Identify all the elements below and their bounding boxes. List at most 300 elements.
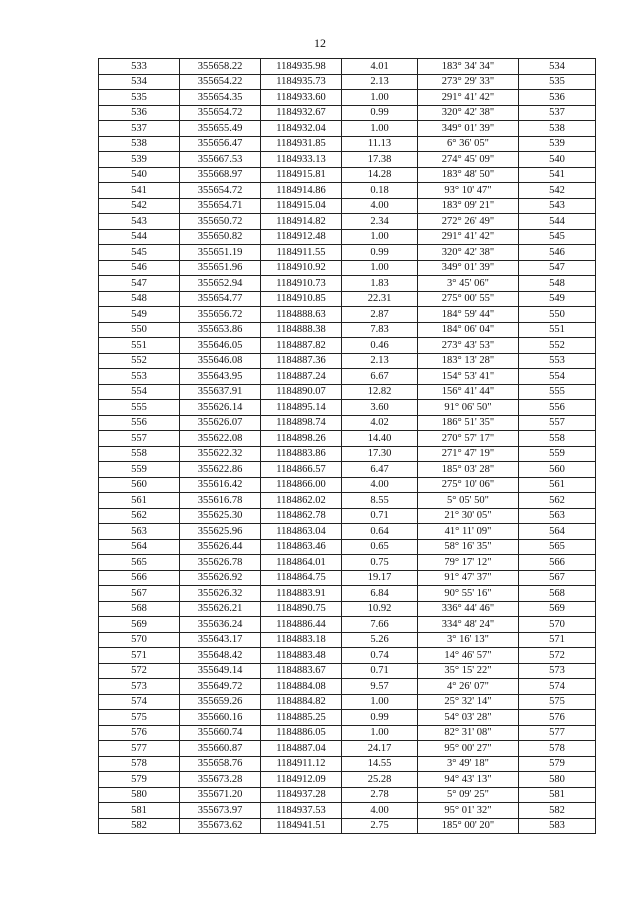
distance-cell: 14.28 — [342, 167, 418, 183]
distance-cell: 0.71 — [342, 508, 418, 524]
distance-cell: 2.34 — [342, 214, 418, 230]
x-coordinate-cell: 355660.87 — [180, 741, 261, 757]
point-from-cell: 566 — [99, 570, 180, 586]
distance-cell: 4.02 — [342, 415, 418, 431]
table-row — [99, 276, 596, 292]
y-coordinate-cell: 1184866.00 — [261, 477, 342, 493]
bearing-cell: 82° 31' 08" — [418, 725, 519, 741]
bearing-cell: 54° 03' 28" — [418, 710, 519, 726]
point-to-cell: 572 — [519, 648, 596, 664]
x-coordinate-cell: 355626.78 — [180, 555, 261, 571]
bearing-cell: 275° 10' 06" — [418, 477, 519, 493]
distance-cell: 7.66 — [342, 617, 418, 633]
point-to-cell: 573 — [519, 663, 596, 679]
point-to-cell: 562 — [519, 493, 596, 509]
y-coordinate-cell: 1184911.55 — [261, 245, 342, 261]
point-from-cell: 573 — [99, 679, 180, 695]
table-row — [99, 555, 596, 571]
bearing-cell: 14° 46' 57" — [418, 648, 519, 664]
point-from-cell: 535 — [99, 90, 180, 106]
point-to-cell: 555 — [519, 384, 596, 400]
x-coordinate-cell: 355646.08 — [180, 353, 261, 369]
page-number: 12 — [314, 36, 326, 50]
point-from-cell: 576 — [99, 725, 180, 741]
bearing-cell: 4° 26' 07" — [418, 679, 519, 695]
x-coordinate-cell: 355673.28 — [180, 772, 261, 788]
x-coordinate-cell: 355653.86 — [180, 322, 261, 338]
table-row — [99, 369, 596, 385]
distance-cell: 4.00 — [342, 198, 418, 214]
x-coordinate-cell: 355625.30 — [180, 508, 261, 524]
point-from-cell: 542 — [99, 198, 180, 214]
point-from-cell: 559 — [99, 462, 180, 478]
coordinates-table-body — [99, 59, 596, 834]
point-to-cell: 566 — [519, 555, 596, 571]
point-to-cell: 575 — [519, 694, 596, 710]
y-coordinate-cell: 1184933.60 — [261, 90, 342, 106]
point-to-cell: 547 — [519, 260, 596, 276]
point-to-cell: 538 — [519, 121, 596, 137]
distance-cell: 6.47 — [342, 462, 418, 478]
distance-cell: 0.99 — [342, 710, 418, 726]
point-to-cell: 574 — [519, 679, 596, 695]
x-coordinate-cell: 355659.26 — [180, 694, 261, 710]
point-to-cell: 534 — [519, 59, 596, 75]
y-coordinate-cell: 1184883.48 — [261, 648, 342, 664]
x-coordinate-cell: 355654.72 — [180, 183, 261, 199]
point-from-cell: 544 — [99, 229, 180, 245]
table-row — [99, 90, 596, 106]
distance-cell: 2.13 — [342, 353, 418, 369]
point-to-cell: 541 — [519, 167, 596, 183]
distance-cell: 0.64 — [342, 524, 418, 540]
distance-cell: 19.17 — [342, 570, 418, 586]
x-coordinate-cell: 355660.16 — [180, 710, 261, 726]
bearing-cell: 91° 06' 50" — [418, 400, 519, 416]
bearing-cell: 183° 09' 21" — [418, 198, 519, 214]
y-coordinate-cell: 1184863.04 — [261, 524, 342, 540]
bearing-cell: 349° 01' 39" — [418, 121, 519, 137]
x-coordinate-cell: 355658.22 — [180, 59, 261, 75]
bearing-cell: 93° 10' 47" — [418, 183, 519, 199]
distance-cell: 2.75 — [342, 818, 418, 834]
distance-cell: 5.26 — [342, 632, 418, 648]
x-coordinate-cell: 355652.94 — [180, 276, 261, 292]
table-row — [99, 291, 596, 307]
distance-cell: 1.00 — [342, 90, 418, 106]
table-row — [99, 539, 596, 555]
distance-cell: 6.67 — [342, 369, 418, 385]
table-row — [99, 632, 596, 648]
distance-cell: 0.99 — [342, 105, 418, 121]
table-row — [99, 198, 596, 214]
point-to-cell: 580 — [519, 772, 596, 788]
y-coordinate-cell: 1184941.51 — [261, 818, 342, 834]
y-coordinate-cell: 1184933.13 — [261, 152, 342, 168]
bearing-cell: 6° 36' 05" — [418, 136, 519, 152]
table-row — [99, 446, 596, 462]
x-coordinate-cell: 355660.74 — [180, 725, 261, 741]
x-coordinate-cell: 355626.14 — [180, 400, 261, 416]
point-from-cell: 570 — [99, 632, 180, 648]
point-to-cell: 559 — [519, 446, 596, 462]
point-to-cell: 548 — [519, 276, 596, 292]
point-from-cell: 537 — [99, 121, 180, 137]
distance-cell: 9.57 — [342, 679, 418, 695]
y-coordinate-cell: 1184935.73 — [261, 74, 342, 90]
distance-cell: 0.46 — [342, 338, 418, 354]
point-to-cell: 570 — [519, 617, 596, 633]
x-coordinate-cell: 355625.96 — [180, 524, 261, 540]
table-row — [99, 121, 596, 137]
table-row — [99, 136, 596, 152]
table-row — [99, 663, 596, 679]
bearing-cell: 185° 03' 28" — [418, 462, 519, 478]
point-from-cell: 552 — [99, 353, 180, 369]
x-coordinate-cell: 355649.14 — [180, 663, 261, 679]
point-from-cell: 569 — [99, 617, 180, 633]
y-coordinate-cell: 1184862.02 — [261, 493, 342, 509]
y-coordinate-cell: 1184895.14 — [261, 400, 342, 416]
point-from-cell: 541 — [99, 183, 180, 199]
x-coordinate-cell: 355616.78 — [180, 493, 261, 509]
table-row — [99, 601, 596, 617]
point-from-cell: 553 — [99, 369, 180, 385]
table-row — [99, 245, 596, 261]
x-coordinate-cell: 355671.20 — [180, 787, 261, 803]
point-from-cell: 533 — [99, 59, 180, 75]
point-from-cell: 571 — [99, 648, 180, 664]
point-to-cell: 553 — [519, 353, 596, 369]
bearing-cell: 183° 34' 34" — [418, 59, 519, 75]
table-row — [99, 322, 596, 338]
distance-cell: 10.92 — [342, 601, 418, 617]
bearing-cell: 94° 43' 13" — [418, 772, 519, 788]
point-from-cell: 551 — [99, 338, 180, 354]
x-coordinate-cell: 355673.62 — [180, 818, 261, 834]
bearing-cell: 90° 55' 16" — [418, 586, 519, 602]
point-from-cell: 548 — [99, 291, 180, 307]
distance-cell: 24.17 — [342, 741, 418, 757]
point-to-cell: 537 — [519, 105, 596, 121]
y-coordinate-cell: 1184884.82 — [261, 694, 342, 710]
y-coordinate-cell: 1184898.26 — [261, 431, 342, 447]
bearing-cell: 95° 00' 27" — [418, 741, 519, 757]
bearing-cell: 185° 00' 20" — [418, 818, 519, 834]
distance-cell: 11.13 — [342, 136, 418, 152]
point-to-cell: 581 — [519, 787, 596, 803]
point-to-cell: 576 — [519, 710, 596, 726]
x-coordinate-cell: 355656.72 — [180, 307, 261, 323]
x-coordinate-cell: 355654.22 — [180, 74, 261, 90]
x-coordinate-cell: 355654.77 — [180, 291, 261, 307]
bearing-cell: 291° 41' 42" — [418, 90, 519, 106]
y-coordinate-cell: 1184937.53 — [261, 803, 342, 819]
point-from-cell: 575 — [99, 710, 180, 726]
bearing-cell: 156° 41' 44" — [418, 384, 519, 400]
point-from-cell: 534 — [99, 74, 180, 90]
x-coordinate-cell: 355650.82 — [180, 229, 261, 245]
point-from-cell: 568 — [99, 601, 180, 617]
y-coordinate-cell: 1184915.04 — [261, 198, 342, 214]
point-to-cell: 567 — [519, 570, 596, 586]
bearing-cell: 3° 49' 18" — [418, 756, 519, 772]
y-coordinate-cell: 1184912.09 — [261, 772, 342, 788]
point-from-cell: 564 — [99, 539, 180, 555]
y-coordinate-cell: 1184863.46 — [261, 539, 342, 555]
x-coordinate-cell: 355636.24 — [180, 617, 261, 633]
point-from-cell: 554 — [99, 384, 180, 400]
table-row — [99, 648, 596, 664]
point-from-cell: 547 — [99, 276, 180, 292]
point-to-cell: 582 — [519, 803, 596, 819]
point-from-cell: 577 — [99, 741, 180, 757]
bearing-cell: 184° 06' 04" — [418, 322, 519, 338]
table-row — [99, 617, 596, 633]
point-to-cell: 564 — [519, 524, 596, 540]
point-to-cell: 583 — [519, 818, 596, 834]
bearing-cell: 291° 41' 42" — [418, 229, 519, 245]
point-from-cell: 582 — [99, 818, 180, 834]
y-coordinate-cell: 1184862.78 — [261, 508, 342, 524]
table-row — [99, 741, 596, 757]
y-coordinate-cell: 1184886.05 — [261, 725, 342, 741]
y-coordinate-cell: 1184890.75 — [261, 601, 342, 617]
table-row — [99, 694, 596, 710]
table-row — [99, 803, 596, 819]
table-row — [99, 462, 596, 478]
table-row — [99, 493, 596, 509]
table-row — [99, 772, 596, 788]
bearing-cell: 5° 05' 50" — [418, 493, 519, 509]
y-coordinate-cell: 1184910.92 — [261, 260, 342, 276]
bearing-cell: 186° 51' 35" — [418, 415, 519, 431]
point-from-cell: 555 — [99, 400, 180, 416]
y-coordinate-cell: 1184883.91 — [261, 586, 342, 602]
table-row — [99, 570, 596, 586]
point-from-cell: 538 — [99, 136, 180, 152]
point-from-cell: 556 — [99, 415, 180, 431]
point-from-cell: 562 — [99, 508, 180, 524]
bearing-cell: 3° 16' 13" — [418, 632, 519, 648]
point-from-cell: 560 — [99, 477, 180, 493]
y-coordinate-cell: 1184887.04 — [261, 741, 342, 757]
table-row — [99, 152, 596, 168]
table-row — [99, 400, 596, 416]
x-coordinate-cell: 355651.96 — [180, 260, 261, 276]
table-row — [99, 338, 596, 354]
point-to-cell: 551 — [519, 322, 596, 338]
x-coordinate-cell: 355654.71 — [180, 198, 261, 214]
distance-cell: 1.00 — [342, 229, 418, 245]
x-coordinate-cell: 355626.44 — [180, 539, 261, 555]
x-coordinate-cell: 355622.32 — [180, 446, 261, 462]
distance-cell: 17.38 — [342, 152, 418, 168]
x-coordinate-cell: 355637.91 — [180, 384, 261, 400]
coordinates-table — [98, 58, 596, 834]
table-row — [99, 353, 596, 369]
bearing-cell: 320° 42' 38" — [418, 105, 519, 121]
table-row — [99, 818, 596, 834]
y-coordinate-cell: 1184883.86 — [261, 446, 342, 462]
table-row — [99, 229, 596, 245]
distance-cell: 3.60 — [342, 400, 418, 416]
y-coordinate-cell: 1184912.48 — [261, 229, 342, 245]
distance-cell: 2.13 — [342, 74, 418, 90]
x-coordinate-cell: 355626.32 — [180, 586, 261, 602]
x-coordinate-cell: 355655.49 — [180, 121, 261, 137]
x-coordinate-cell: 355646.05 — [180, 338, 261, 354]
distance-cell: 4.01 — [342, 59, 418, 75]
bearing-cell: 271° 47' 19" — [418, 446, 519, 462]
x-coordinate-cell: 355626.21 — [180, 601, 261, 617]
point-from-cell: 540 — [99, 167, 180, 183]
point-from-cell: 565 — [99, 555, 180, 571]
x-coordinate-cell: 355654.35 — [180, 90, 261, 106]
x-coordinate-cell: 355616.42 — [180, 477, 261, 493]
y-coordinate-cell: 1184866.57 — [261, 462, 342, 478]
bearing-cell: 183° 13' 28" — [418, 353, 519, 369]
point-to-cell: 565 — [519, 539, 596, 555]
table-row — [99, 710, 596, 726]
point-to-cell: 546 — [519, 245, 596, 261]
bearing-cell: 272° 26' 49" — [418, 214, 519, 230]
point-to-cell: 552 — [519, 338, 596, 354]
bearing-cell: 273° 29' 33" — [418, 74, 519, 90]
point-to-cell: 542 — [519, 183, 596, 199]
x-coordinate-cell: 355648.42 — [180, 648, 261, 664]
distance-cell: 0.74 — [342, 648, 418, 664]
bearing-cell: 336° 44' 46" — [418, 601, 519, 617]
x-coordinate-cell: 355622.08 — [180, 431, 261, 447]
y-coordinate-cell: 1184932.67 — [261, 105, 342, 121]
table-row — [99, 787, 596, 803]
point-to-cell: 540 — [519, 152, 596, 168]
point-to-cell: 549 — [519, 291, 596, 307]
bearing-cell: 95° 01' 32" — [418, 803, 519, 819]
distance-cell: 2.87 — [342, 307, 418, 323]
point-from-cell: 561 — [99, 493, 180, 509]
y-coordinate-cell: 1184864.01 — [261, 555, 342, 571]
bearing-cell: 270° 57' 17" — [418, 431, 519, 447]
table-row — [99, 477, 596, 493]
point-to-cell: 557 — [519, 415, 596, 431]
point-to-cell: 563 — [519, 508, 596, 524]
point-to-cell: 578 — [519, 741, 596, 757]
table-row — [99, 679, 596, 695]
distance-cell: 1.83 — [342, 276, 418, 292]
table-row — [99, 431, 596, 447]
bearing-cell: 334° 48' 24" — [418, 617, 519, 633]
x-coordinate-cell: 355658.76 — [180, 756, 261, 772]
point-to-cell: 543 — [519, 198, 596, 214]
table-row — [99, 508, 596, 524]
table-row — [99, 384, 596, 400]
distance-cell: 0.99 — [342, 245, 418, 261]
point-to-cell: 577 — [519, 725, 596, 741]
x-coordinate-cell: 355626.07 — [180, 415, 261, 431]
x-coordinate-cell: 355622.86 — [180, 462, 261, 478]
x-coordinate-cell: 355650.72 — [180, 214, 261, 230]
y-coordinate-cell: 1184898.74 — [261, 415, 342, 431]
y-coordinate-cell: 1184886.44 — [261, 617, 342, 633]
distance-cell: 6.84 — [342, 586, 418, 602]
bearing-cell: 320° 42' 38" — [418, 245, 519, 261]
point-from-cell: 572 — [99, 663, 180, 679]
y-coordinate-cell: 1184932.04 — [261, 121, 342, 137]
y-coordinate-cell: 1184888.38 — [261, 322, 342, 338]
point-from-cell: 558 — [99, 446, 180, 462]
point-from-cell: 536 — [99, 105, 180, 121]
point-to-cell: 561 — [519, 477, 596, 493]
distance-cell: 14.40 — [342, 431, 418, 447]
x-coordinate-cell: 355643.17 — [180, 632, 261, 648]
distance-cell: 12.82 — [342, 384, 418, 400]
distance-cell: 8.55 — [342, 493, 418, 509]
y-coordinate-cell: 1184883.18 — [261, 632, 342, 648]
point-to-cell: 571 — [519, 632, 596, 648]
y-coordinate-cell: 1184931.85 — [261, 136, 342, 152]
point-to-cell: 568 — [519, 586, 596, 602]
x-coordinate-cell: 355667.53 — [180, 152, 261, 168]
bearing-cell: 35° 15' 22" — [418, 663, 519, 679]
point-to-cell: 579 — [519, 756, 596, 772]
x-coordinate-cell: 355626.92 — [180, 570, 261, 586]
distance-cell: 17.30 — [342, 446, 418, 462]
distance-cell: 25.28 — [342, 772, 418, 788]
point-from-cell: 580 — [99, 787, 180, 803]
bearing-cell: 3° 45' 06" — [418, 276, 519, 292]
distance-cell: 22.31 — [342, 291, 418, 307]
bearing-cell: 183° 48' 50" — [418, 167, 519, 183]
table-row — [99, 214, 596, 230]
bearing-cell: 5° 09' 25" — [418, 787, 519, 803]
bearing-cell: 275° 00' 55" — [418, 291, 519, 307]
y-coordinate-cell: 1184888.63 — [261, 307, 342, 323]
y-coordinate-cell: 1184910.85 — [261, 291, 342, 307]
point-from-cell: 550 — [99, 322, 180, 338]
y-coordinate-cell: 1184914.86 — [261, 183, 342, 199]
point-to-cell: 554 — [519, 369, 596, 385]
y-coordinate-cell: 1184910.73 — [261, 276, 342, 292]
point-to-cell: 560 — [519, 462, 596, 478]
distance-cell: 0.65 — [342, 539, 418, 555]
y-coordinate-cell: 1184887.24 — [261, 369, 342, 385]
y-coordinate-cell: 1184884.08 — [261, 679, 342, 695]
table-row — [99, 415, 596, 431]
point-to-cell: 558 — [519, 431, 596, 447]
distance-cell: 14.55 — [342, 756, 418, 772]
table-row — [99, 307, 596, 323]
point-to-cell: 539 — [519, 136, 596, 152]
x-coordinate-cell: 355643.95 — [180, 369, 261, 385]
point-from-cell: 539 — [99, 152, 180, 168]
point-from-cell: 574 — [99, 694, 180, 710]
point-from-cell: 557 — [99, 431, 180, 447]
distance-cell: 0.18 — [342, 183, 418, 199]
bearing-cell: 41° 11' 09" — [418, 524, 519, 540]
point-from-cell: 579 — [99, 772, 180, 788]
y-coordinate-cell: 1184911.12 — [261, 756, 342, 772]
table-row — [99, 756, 596, 772]
x-coordinate-cell: 355654.72 — [180, 105, 261, 121]
table-row — [99, 105, 596, 121]
point-to-cell: 545 — [519, 229, 596, 245]
table-row — [99, 183, 596, 199]
bearing-cell: 184° 59' 44" — [418, 307, 519, 323]
distance-cell: 0.75 — [342, 555, 418, 571]
distance-cell: 7.83 — [342, 322, 418, 338]
